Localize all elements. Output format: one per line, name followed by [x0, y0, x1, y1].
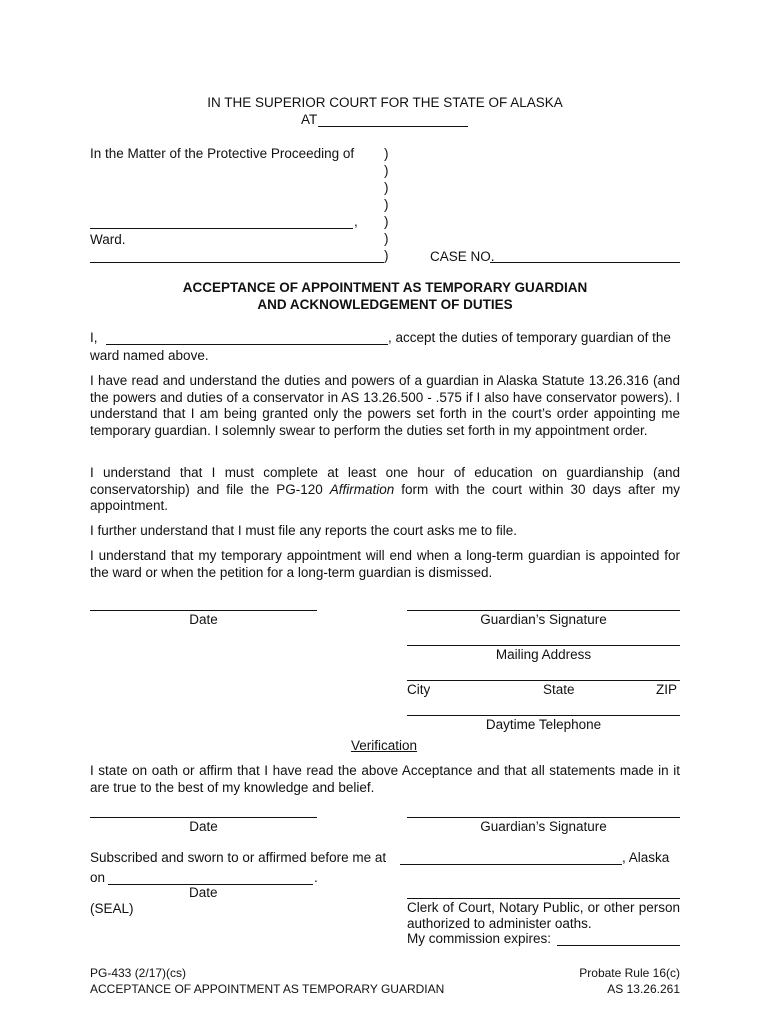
case-no-label: CASE NO. [430, 249, 495, 264]
acceptance-prefix: I, [90, 330, 98, 345]
date-field[interactable] [90, 610, 317, 611]
sworn-date-period: . [314, 870, 318, 885]
caption-paren: ) [384, 180, 389, 195]
caption-paren: ) [384, 146, 389, 161]
case-number-field[interactable] [490, 262, 680, 263]
reports-paragraph: I further understand that I must file any reports the court asks me to file. [90, 523, 517, 538]
date-label: Date [189, 612, 218, 627]
city-label: City [407, 682, 431, 697]
subscribed-text: Subscribed and sworn to or affirmed before me at [90, 850, 387, 865]
document-title-line1: ACCEPTANCE OF APPOINTMENT AS TEMPORARY GUARDIAN [182, 280, 588, 295]
guardian-name-field[interactable] [106, 344, 388, 345]
caption-paren: ) [384, 248, 389, 263]
at-label: AT [301, 112, 318, 127]
on-label: on [90, 870, 106, 885]
verification-signature-label: Guardian’s Signature [480, 819, 607, 834]
verification-text: I state on oath or affirm that I have read the above Acceptance and that all statements made in it are true to the best of my knowledge and belief. [90, 763, 680, 795]
caption-bottom-line [90, 262, 384, 263]
caption-paren: ) [384, 163, 389, 178]
alaska-text: , Alaska [622, 850, 670, 865]
verification-date-label: Date [189, 819, 218, 834]
state-label: State [543, 682, 575, 697]
verification-signature-field[interactable] [407, 817, 680, 818]
caption-paren: ) [384, 231, 389, 246]
mailing-address-field[interactable] [407, 645, 680, 646]
termination-paragraph: I understand that my temporary appointment will end when a long-term guardian is appointed for the ward or when the petition for a long-term guardian is dismissed. [90, 548, 680, 580]
matter-text: In the Matter of the Protective Proceeding of [90, 146, 355, 161]
guardian-signature-label: Guardian’s Signature [480, 612, 607, 627]
seal-label: (SEAL) [90, 901, 134, 916]
education-text-b: form with the court within 30 days after my appointment. [90, 481, 680, 513]
daytime-telephone-label: Daytime Telephone [485, 717, 602, 732]
ward-label: Ward. [90, 232, 126, 247]
ward-comma: , [354, 214, 358, 229]
footer-rule: Probate Rule 16(c) [579, 966, 680, 980]
ward-name-field[interactable] [90, 228, 353, 229]
education-text-a: I understand that I must complete at least one hour of education on guardianship (and conservatorship) and file the PG-120 [90, 465, 680, 497]
guardian-signature-field[interactable] [407, 610, 680, 611]
daytime-telephone-field[interactable] [407, 715, 680, 716]
verification-heading: Verification [351, 738, 418, 753]
document-title-line2: AND ACKNOWLEDGEMENT OF DUTIES [257, 297, 513, 312]
sworn-location-field[interactable] [400, 864, 622, 865]
zip-label: ZIP [656, 682, 678, 697]
mailing-address-label: Mailing Address [495, 647, 592, 662]
caption-paren: ) [384, 197, 389, 212]
acceptance-text: , accept the duties of temporary guardian of the [388, 330, 671, 345]
footer-statute: AS 13.26.261 [607, 982, 680, 996]
acceptance-text-line2: ward named above. [90, 348, 209, 363]
location-field[interactable] [318, 126, 468, 127]
city-state-zip-field[interactable] [407, 680, 680, 681]
clerk-signature-field[interactable] [407, 898, 680, 899]
education-paragraph [90, 465, 680, 515]
sworn-date-label: Date [189, 885, 218, 900]
form-id: PG-433 (2/17)(cs) [90, 966, 187, 980]
clerk-text: Clerk of Court, Notary Public, or other person authorized to administer oaths. [407, 900, 680, 931]
affirmation-form-name: Affirmation [329, 481, 395, 497]
caption-paren: ) [384, 214, 389, 229]
duties-paragraph: I have read and understand the duties and powers of a guardian in Alaska Statute 13.26.316 (and the powers and duties of a conservator in AS 13.26.500 - .575 if I also have conservator powers). I understand that I am being granted only the powers set forth in the court’s order appointing me temporary guardian. I solemnly swear to perform the duties set forth in my appointment order. [90, 373, 680, 438]
commission-label: My commission expires: [407, 931, 552, 946]
court-heading: IN THE SUPERIOR COURT FOR THE STATE OF ALASKA [207, 95, 563, 110]
commission-expires-field[interactable] [557, 945, 680, 946]
verification-date-field[interactable] [90, 817, 317, 818]
footer-form-title: ACCEPTANCE OF APPOINTMENT AS TEMPORARY GUARDIAN [90, 982, 445, 996]
